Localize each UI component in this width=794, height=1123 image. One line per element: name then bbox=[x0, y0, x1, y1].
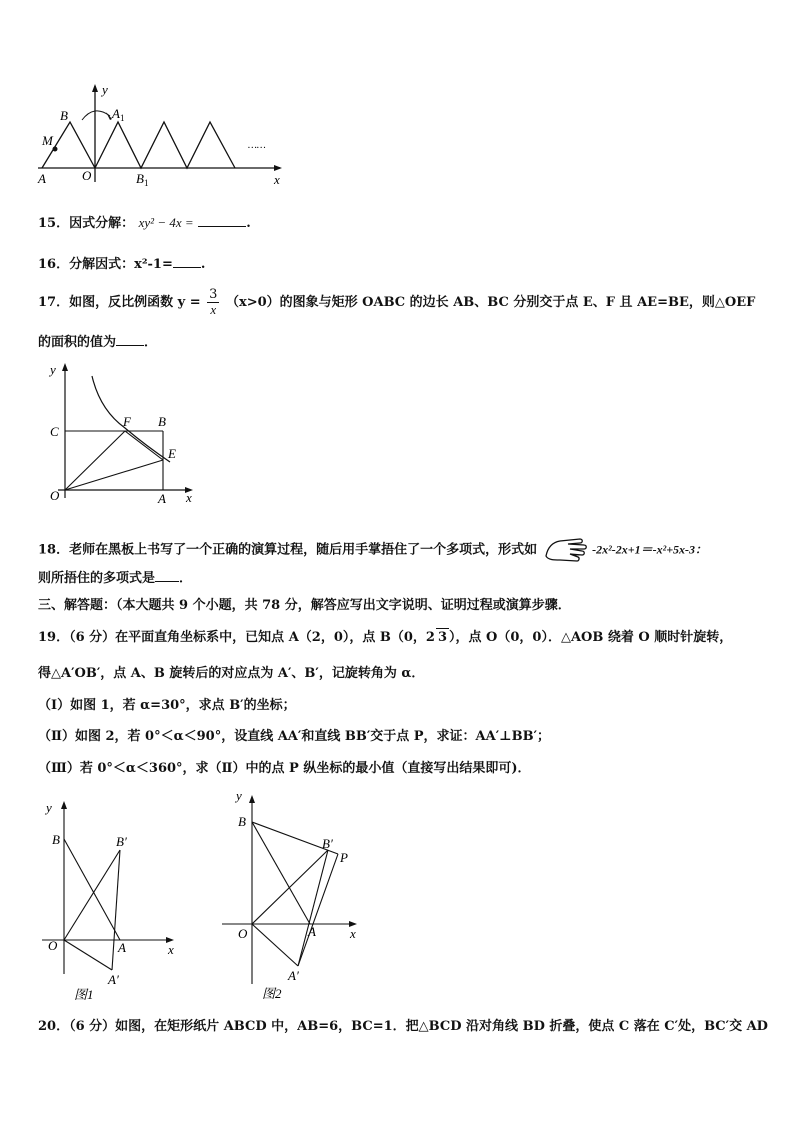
label-m: M bbox=[42, 133, 53, 148]
segment-ba bbox=[252, 822, 310, 924]
segment-ba bbox=[64, 839, 120, 940]
question-15 bbox=[38, 214, 251, 233]
zigzag-triangles bbox=[42, 122, 235, 168]
fraction bbox=[207, 288, 219, 317]
label-y: y bbox=[236, 788, 242, 803]
segment-ob-prime bbox=[64, 850, 120, 940]
label-x: x bbox=[168, 942, 174, 957]
question-text: （6 分）如图，在矩形纸片 ABCD 中，AB=6，BC=1．把△BCD 沿对角线 BD 折叠，使点 C 落在 C′处，BC′交 AD bbox=[69, 1019, 768, 1034]
label-b: B bbox=[158, 414, 166, 429]
question-text: 则所捂住的多项式是 bbox=[38, 571, 156, 586]
y-axis-arrow bbox=[92, 84, 98, 92]
question-number: 17． bbox=[38, 295, 70, 310]
label-e: E bbox=[168, 446, 176, 461]
question-17-line2 bbox=[38, 334, 157, 352]
question-text: 因式分解： bbox=[69, 216, 135, 231]
question-18-line2 bbox=[38, 570, 192, 588]
fraction-denominator: x bbox=[210, 302, 217, 317]
label-o: O bbox=[238, 926, 248, 941]
question-expression: xy² − 4x = bbox=[138, 215, 194, 230]
label-b-prime: B′ bbox=[116, 834, 127, 849]
label-x: x bbox=[274, 172, 280, 187]
answer-blank bbox=[173, 267, 201, 268]
label-p: P bbox=[340, 850, 348, 865]
label-x: x bbox=[350, 926, 356, 941]
segment-o-ap bbox=[64, 940, 112, 970]
label-b: B bbox=[238, 814, 246, 829]
question-text-cont: （x>0）的图象与矩形 OABC 的边长 AB、BC 分别交于点 E、F 且 AE=BE，则△OEF bbox=[225, 295, 756, 310]
question-text: 如图，反比例函数 y = bbox=[69, 295, 201, 310]
point-m bbox=[53, 147, 58, 152]
question-18 bbox=[38, 536, 707, 564]
section-3-heading: 三、解答题：（本大题共 9 个小题，共 78 分，解答应写出文字说明、证明过程或演算步骤． bbox=[38, 598, 571, 613]
label-b: B bbox=[52, 832, 60, 847]
question-16 bbox=[38, 256, 205, 274]
question-20 bbox=[38, 1018, 768, 1036]
x-axis-arrow bbox=[274, 165, 282, 171]
answer-blank bbox=[116, 345, 144, 346]
question-expression: -2x²-2x+1＝-x²+5x-3： bbox=[592, 542, 708, 557]
question-text: 老师在黑板上书写了一个正确的演算过程，随后用手掌捂住了一个多项式，形式如 bbox=[69, 542, 538, 558]
question-text-cont: ），点 O（0，0）．△AOB 绕着 O 顺时针旋转， bbox=[449, 630, 733, 645]
label-a: A bbox=[308, 924, 316, 939]
figure-caption: 图1 bbox=[74, 987, 94, 1002]
label-o: O bbox=[50, 488, 60, 503]
figure-19-1 bbox=[36, 794, 186, 1004]
label-y: y bbox=[102, 82, 108, 97]
label-a: A bbox=[158, 491, 166, 506]
label-f: F bbox=[123, 414, 131, 429]
question-19-line2: 得△A′OB′，点 A、B 旋转后的对应点为 A′、B′，记旋转角为 α． bbox=[38, 666, 425, 681]
label-a-prime: A′ bbox=[108, 972, 119, 987]
question-19 bbox=[38, 628, 732, 647]
figure-19-2 bbox=[218, 788, 368, 1003]
y-axis-arrow bbox=[62, 363, 68, 371]
figure-zigzag bbox=[30, 82, 290, 190]
label-dots: …… bbox=[248, 140, 266, 151]
question-17 bbox=[38, 288, 755, 317]
label-x: x bbox=[186, 490, 192, 505]
answer-blank bbox=[198, 226, 246, 227]
label-b-prime: B′ bbox=[322, 836, 333, 851]
question-number: 19． bbox=[38, 630, 70, 645]
rotation-arrow bbox=[82, 111, 110, 120]
sqrt-value: 3 bbox=[437, 630, 448, 645]
label-y: y bbox=[50, 362, 56, 377]
question-number: 18． bbox=[38, 542, 70, 558]
question-19-part2: （Ⅱ）如图 2，若 0°＜α＜90°，设直线 AA′和直线 BB′交于点 P，求证：AA′⊥BB′； bbox=[38, 729, 551, 744]
question-number: 16． bbox=[38, 257, 70, 272]
label-a: A bbox=[38, 171, 46, 186]
label-o: O bbox=[48, 938, 58, 953]
question-19-part3: （Ⅲ）若 0°＜α＜360°，求（Ⅱ）中的点 P 纵坐标的最小值（直接写出结果即可)． bbox=[38, 761, 531, 776]
question-number: 20． bbox=[38, 1019, 70, 1034]
question-end: ． bbox=[179, 571, 193, 586]
segment-fe bbox=[125, 431, 163, 460]
label-y: y bbox=[46, 800, 52, 815]
fraction-numerator: 3 bbox=[209, 287, 218, 302]
answer-blank bbox=[155, 581, 179, 582]
figure-17-hyperbola bbox=[30, 360, 200, 508]
question-number: 15． bbox=[38, 216, 70, 231]
y-axis-arrow bbox=[249, 795, 255, 803]
label-b1: $B_1$ bbox=[136, 171, 149, 188]
question-text: （6 分）在平面直角坐标系中，已知点 A（2，0），点 B（0，2 bbox=[69, 630, 435, 645]
label-a: A bbox=[118, 940, 126, 955]
question-text: 分解因式：x²-1= bbox=[69, 257, 173, 272]
label-b: B bbox=[60, 108, 68, 123]
question-19-part1: （I）如图 1，若 α=30°，求点 B′的坐标； bbox=[38, 698, 296, 713]
segment-bp-ap bbox=[298, 850, 328, 966]
y-axis-arrow bbox=[61, 801, 67, 809]
question-end: . bbox=[200, 257, 206, 272]
question-text: 的面积的值为 bbox=[38, 335, 117, 350]
question-end: . bbox=[246, 216, 251, 231]
label-a1: $A_1$ bbox=[112, 106, 125, 123]
label-a-prime: A′ bbox=[288, 968, 299, 983]
figure-caption: 图2 bbox=[262, 986, 282, 1001]
segment-o-ap bbox=[252, 924, 298, 966]
label-c: C bbox=[50, 424, 59, 439]
question-end: ． bbox=[144, 335, 158, 350]
hand-icon bbox=[542, 536, 588, 564]
label-o: O bbox=[82, 168, 92, 183]
segment-p-ap bbox=[298, 854, 338, 966]
